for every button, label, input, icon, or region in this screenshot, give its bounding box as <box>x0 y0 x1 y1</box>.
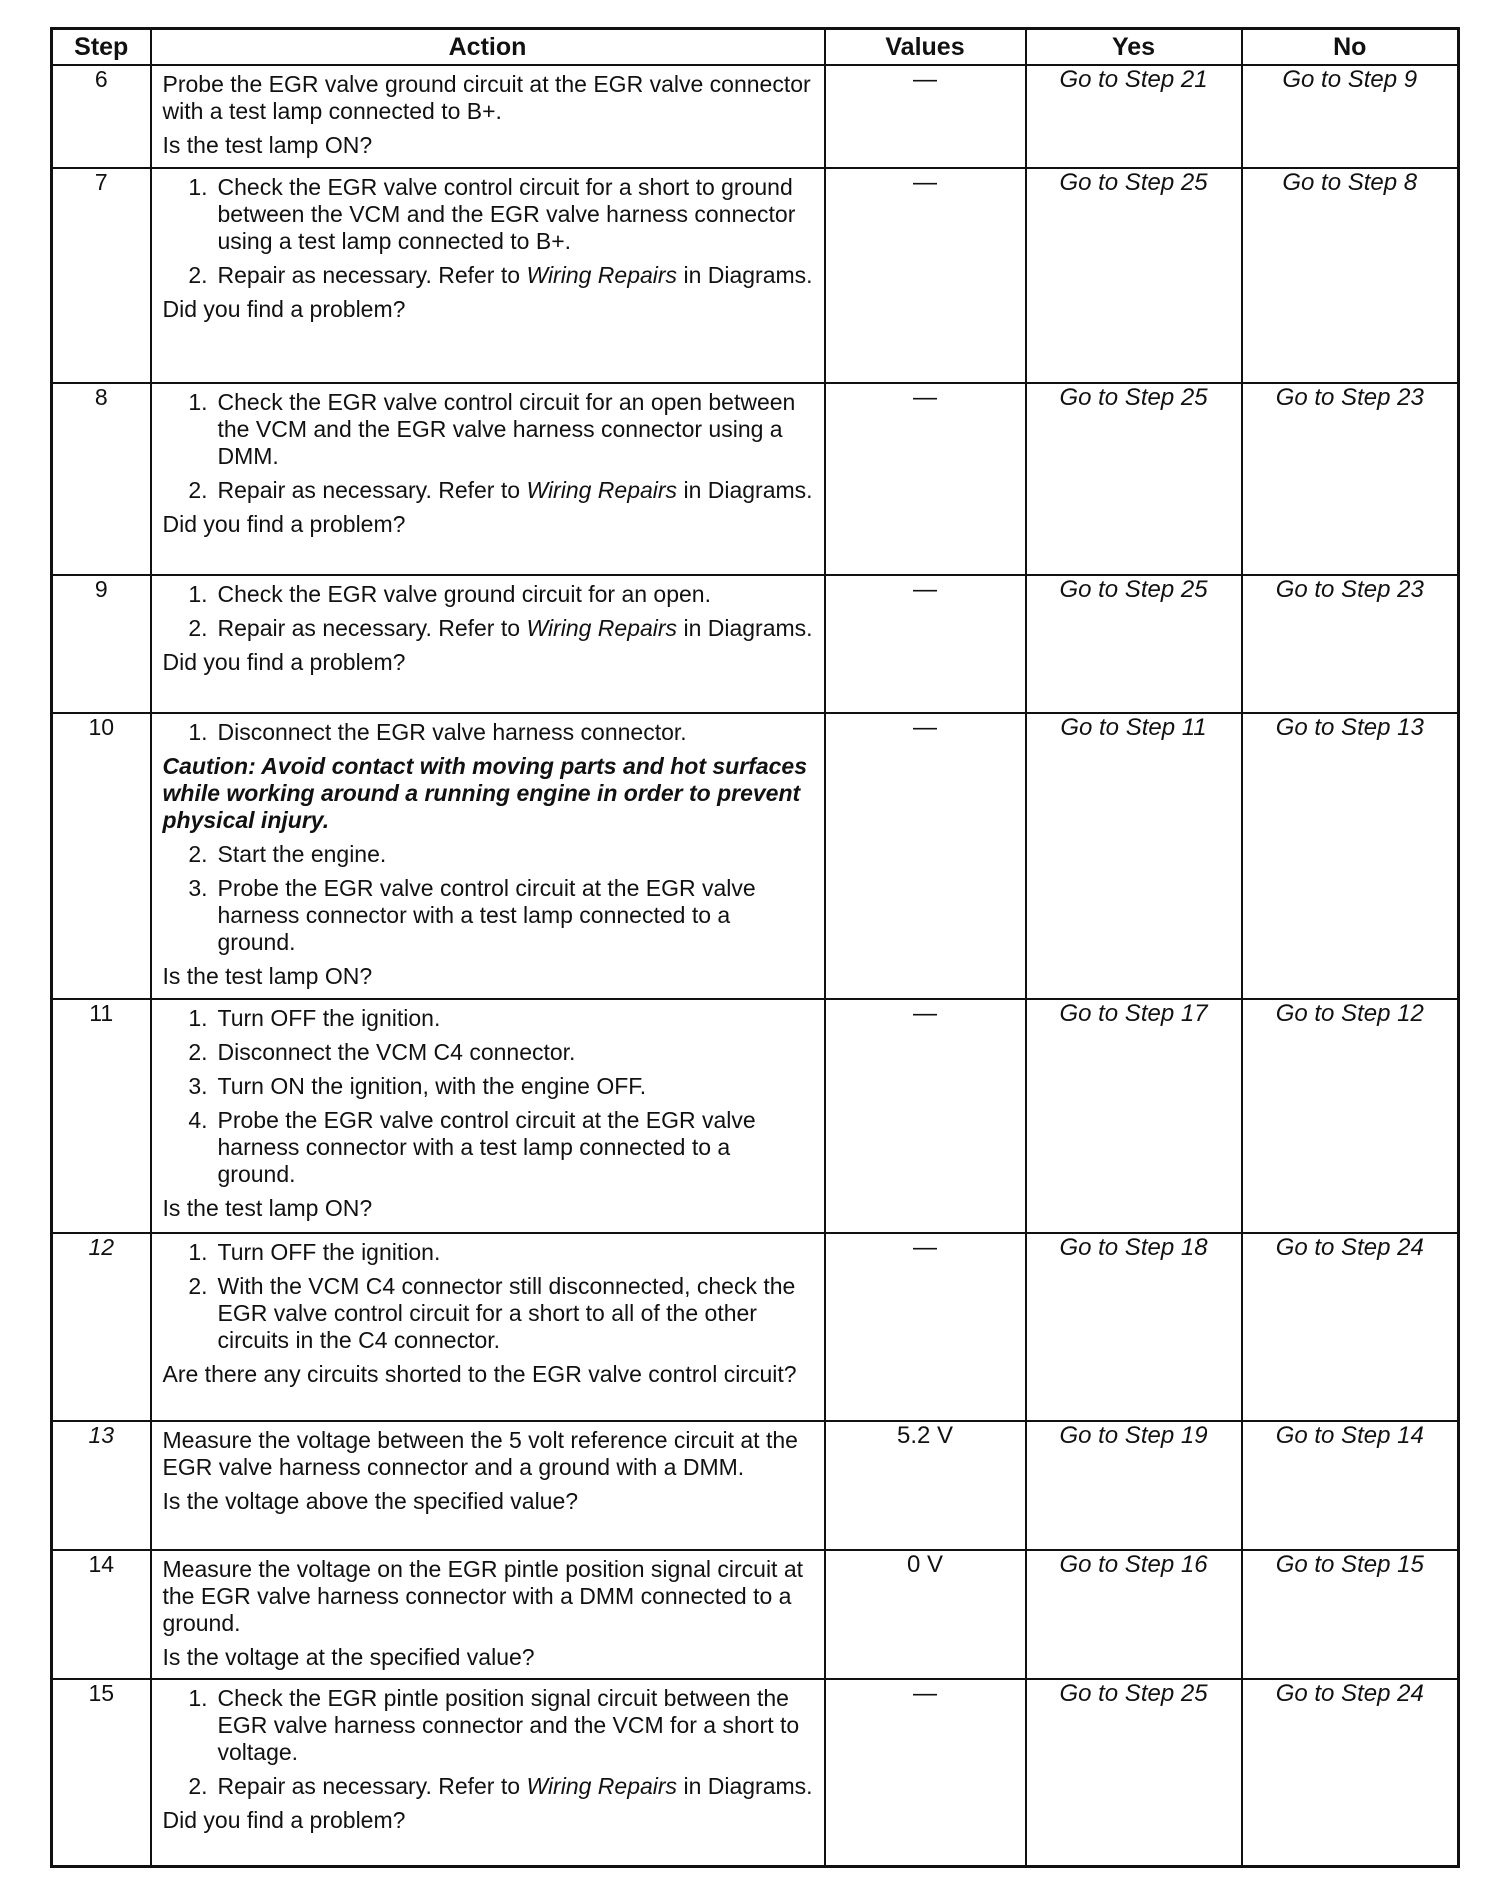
value-cell: 5.2 V <box>825 1421 1026 1550</box>
no-cell: Go to Step 23 <box>1242 575 1459 713</box>
list-item: 1. Check the EGR valve ground circuit for an open. <box>188 581 711 607</box>
yes-cell: Go to Step 16 <box>1026 1550 1242 1679</box>
value-cell: — <box>825 575 1026 713</box>
no-cell: Go to Step 8 <box>1242 168 1459 383</box>
step-number: 9 <box>52 575 151 713</box>
table-row <box>52 575 1459 713</box>
no-cell: Go to Step 24 <box>1242 1679 1459 1866</box>
table-row <box>52 999 1459 1233</box>
step-number: 7 <box>52 168 151 383</box>
list-item: 3. Turn ON the ignition, with the engine OFF. <box>188 1073 647 1099</box>
question-text: Is the voltage at the specified value? <box>162 1644 535 1670</box>
question-text: Is the voltage above the specified value? <box>162 1488 579 1514</box>
yes-cell: Go to Step 18 <box>1026 1233 1242 1421</box>
list-item: 1. Check the EGR pintle position signal circuit between the EGR valve harness connector and the VCM for a short to voltage. <box>188 1685 800 1765</box>
no-cell: Go to Step 12 <box>1242 999 1459 1233</box>
list-item: 1. Turn OFF the ignition. <box>188 1005 441 1031</box>
diagnostic-table <box>50 27 1460 1868</box>
value-cell: — <box>825 65 1026 168</box>
list-item: 2. Disconnect the VCM C4 connector. <box>188 1039 576 1065</box>
no-cell: Go to Step 23 <box>1242 383 1459 575</box>
question-text: Did you find a problem? <box>162 511 406 537</box>
step-number: 14 <box>52 1550 151 1679</box>
table-row <box>52 65 1459 168</box>
list-item: 2. Repair as necessary. Refer to Wiring Repairs in Diagrams. <box>188 615 813 641</box>
no-header: No <box>1242 29 1459 66</box>
yes-cell: Go to Step 25 <box>1026 383 1242 575</box>
action-cell <box>151 1233 825 1421</box>
wiring-repairs-reference: Wiring Repairs <box>526 477 678 503</box>
question-text: Is the test lamp ON? <box>162 132 373 158</box>
value-cell: — <box>825 713 1026 999</box>
table-row <box>52 1233 1459 1421</box>
step-number: 11 <box>52 999 151 1233</box>
yes-cell: Go to Step 17 <box>1026 999 1242 1233</box>
no-cell: Go to Step 9 <box>1242 65 1459 168</box>
table-row <box>52 1421 1459 1550</box>
step-number: 8 <box>52 383 151 575</box>
list-item: 2. Repair as necessary. Refer to Wiring Repairs in Diagrams. <box>188 477 813 503</box>
list-item: 1. Check the EGR valve control circuit for a short to ground between the VCM and the EGR valve harness connector using a test lamp connected to B+. <box>188 174 796 254</box>
instruction-text: Measure the voltage between the 5 volt reference circuit at the EGR valve harness connector and a ground with a DMM. <box>162 1427 798 1480</box>
action-cell <box>151 383 825 575</box>
table-row <box>52 1679 1459 1866</box>
action-cell <box>151 1679 825 1866</box>
action-cell <box>151 1550 825 1679</box>
value-cell: — <box>825 383 1026 575</box>
no-cell: Go to Step 14 <box>1242 1421 1459 1550</box>
step-number: 10 <box>52 713 151 999</box>
list-item: 4. Probe the EGR valve control circuit at the EGR valve harness connector with a test lamp connected to a ground. <box>188 1107 756 1187</box>
value-cell: 0 V <box>825 1550 1026 1679</box>
step-number: 15 <box>52 1679 151 1866</box>
instruction-text: Probe the EGR valve ground circuit at the EGR valve connector with a test lamp connected to B+. <box>162 71 811 124</box>
instruction-text: Measure the voltage on the EGR pintle position signal circuit at the EGR valve harness connector with a DMM connected to a ground. <box>162 1556 804 1636</box>
wiring-repairs-reference: Wiring Repairs <box>526 1773 678 1799</box>
action-cell <box>151 168 825 383</box>
list-item: 3. Probe the EGR valve control circuit at the EGR valve harness connector with a test lamp connected to a ground. <box>188 875 756 955</box>
list-item: 2. With the VCM C4 connector still disconnected, check the EGR valve control circuit for a short to all of the other circuits in the C4 connector. <box>188 1273 796 1353</box>
list-item: 2. Start the engine. <box>188 841 387 867</box>
action-header: Action <box>151 29 825 66</box>
wiring-repairs-reference: Wiring Repairs <box>526 262 678 288</box>
step-number: 6 <box>52 65 151 168</box>
step-header: Step <box>52 29 151 66</box>
list-item: 1. Check the EGR valve control circuit for an open between the VCM and the EGR valve harness connector using a DMM. <box>188 389 796 469</box>
question-text: Did you find a problem? <box>162 1807 406 1833</box>
yes-cell: Go to Step 25 <box>1026 168 1242 383</box>
action-cell <box>151 713 825 999</box>
question-text: Is the test lamp ON? <box>162 963 373 989</box>
no-cell: Go to Step 24 <box>1242 1233 1459 1421</box>
value-cell: — <box>825 1233 1026 1421</box>
table-row <box>52 713 1459 999</box>
action-cell <box>151 1421 825 1550</box>
yes-cell: Go to Step 25 <box>1026 1679 1242 1866</box>
action-cell <box>151 999 825 1233</box>
header-row <box>52 29 1459 66</box>
wiring-repairs-reference: Wiring Repairs <box>526 615 678 641</box>
yes-cell: Go to Step 21 <box>1026 65 1242 168</box>
value-cell: — <box>825 168 1026 383</box>
yes-header: Yes <box>1026 29 1242 66</box>
step-number: 13 <box>52 1421 151 1550</box>
question-text: Is the test lamp ON? <box>162 1195 373 1221</box>
question-text: Did you find a problem? <box>162 296 406 322</box>
list-item: 1. Turn OFF the ignition. <box>188 1239 441 1265</box>
value-cell: — <box>825 1679 1026 1866</box>
table-row <box>52 1550 1459 1679</box>
list-item: 1. Disconnect the EGR valve harness connector. <box>188 719 687 745</box>
table-row <box>52 168 1459 383</box>
step-number: 12 <box>52 1233 151 1421</box>
no-cell: Go to Step 15 <box>1242 1550 1459 1679</box>
yes-cell: Go to Step 19 <box>1026 1421 1242 1550</box>
list-item: 2. Repair as necessary. Refer to Wiring Repairs in Diagrams. <box>188 1773 813 1799</box>
list-item: 2. Repair as necessary. Refer to Wiring Repairs in Diagrams. <box>188 262 813 288</box>
caution-text: Caution: Avoid contact with moving parts and hot surfaces while working around a running engine in order to prevent physical injury. <box>162 753 807 833</box>
table-row <box>52 383 1459 575</box>
question-text: Are there any circuits shorted to the EGR valve control circuit? <box>162 1361 797 1387</box>
action-cell <box>151 65 825 168</box>
yes-cell: Go to Step 25 <box>1026 575 1242 713</box>
yes-cell: Go to Step 11 <box>1026 713 1242 999</box>
question-text: Did you find a problem? <box>162 649 406 675</box>
action-cell <box>151 575 825 713</box>
values-header: Values <box>825 29 1026 66</box>
value-cell: — <box>825 999 1026 1233</box>
no-cell: Go to Step 13 <box>1242 713 1459 999</box>
